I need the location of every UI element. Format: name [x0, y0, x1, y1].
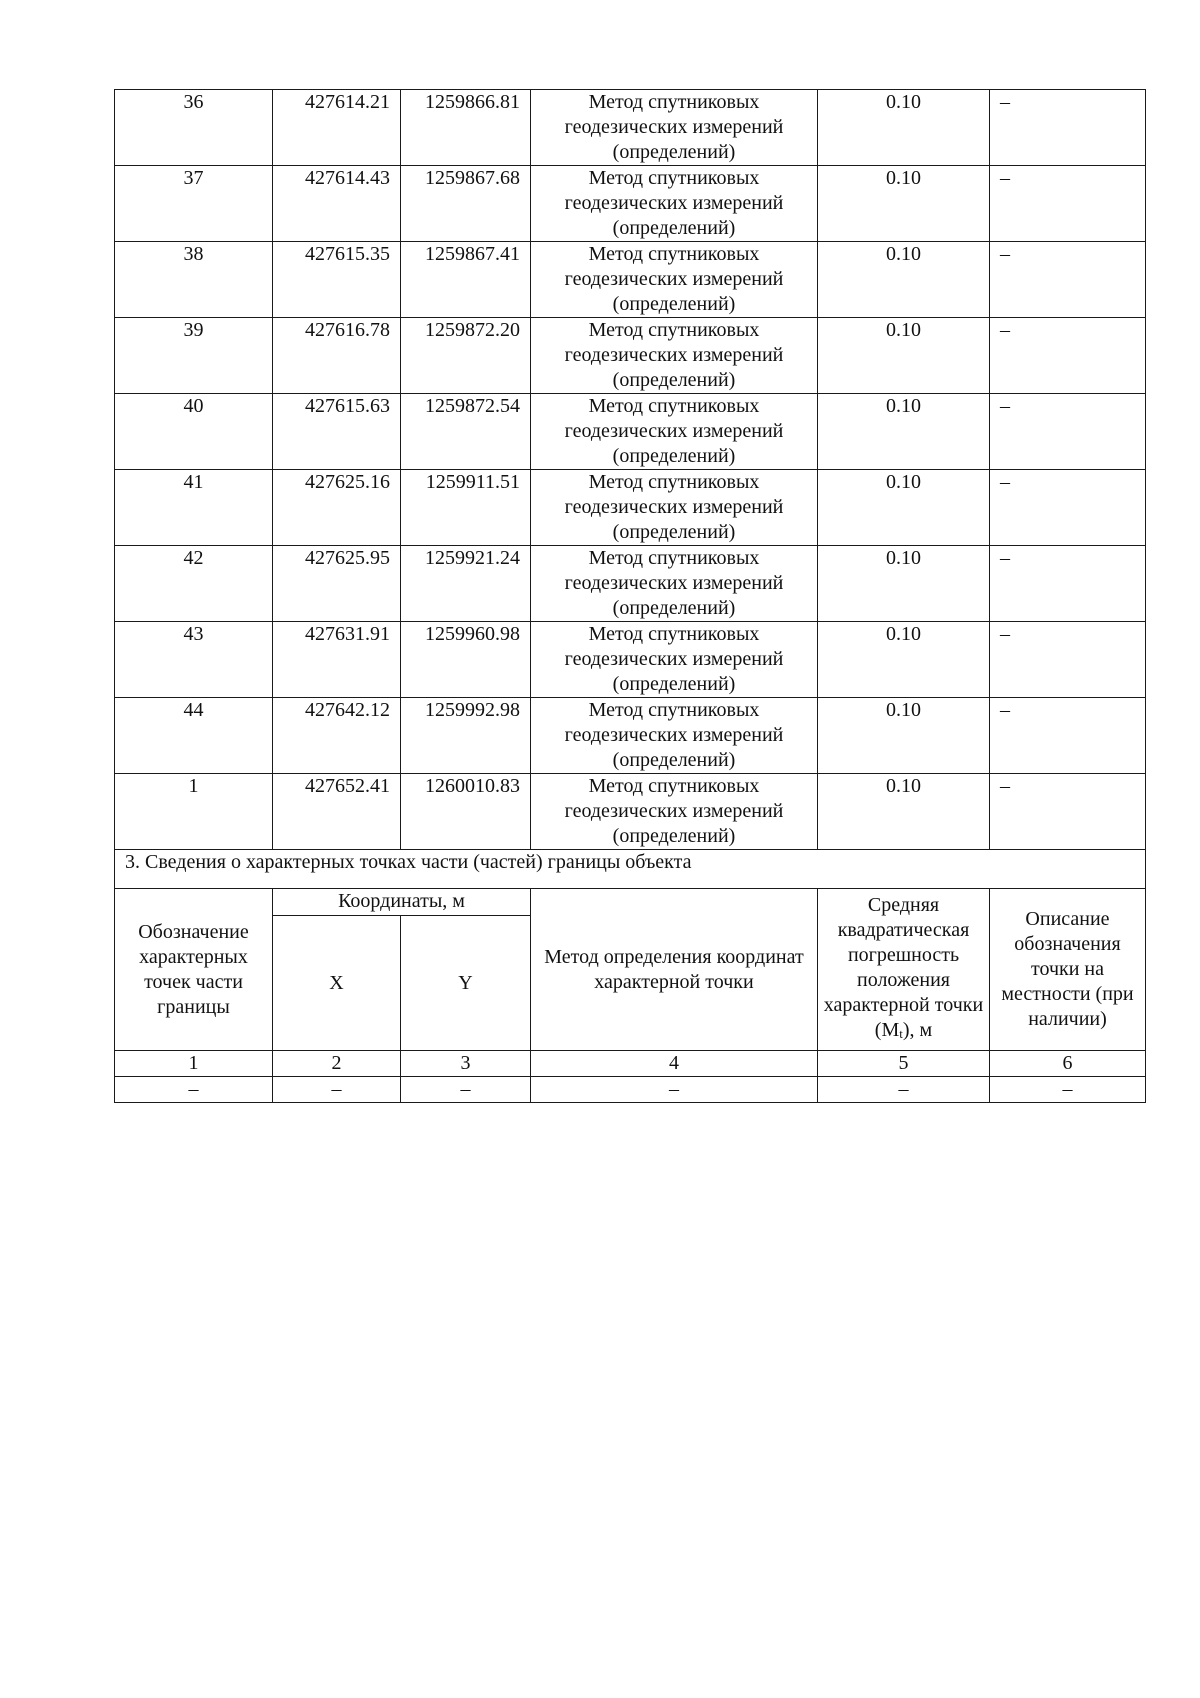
x-coordinate-cell: 427652.41 [273, 774, 401, 850]
point-cell: 42 [115, 546, 273, 622]
description-cell: – [990, 394, 1146, 470]
table-row [115, 698, 1146, 774]
method-cell: Метод спутниковых геодезических измерений (определений) [531, 774, 818, 850]
section3-body [115, 850, 1146, 1103]
table-row [115, 318, 1146, 394]
header-accuracy [818, 889, 990, 1051]
empty-cell: – [990, 1077, 1146, 1103]
accuracy-cell: 0.10 [818, 774, 990, 850]
point-cell: 39 [115, 318, 273, 394]
empty-cell: – [818, 1077, 990, 1103]
method-cell: Метод спутниковых геодезических измерений (определений) [531, 242, 818, 318]
method-cell: Метод спутниковых геодезических измерений (определений) [531, 546, 818, 622]
description-cell: – [990, 622, 1146, 698]
description-cell: – [990, 774, 1146, 850]
point-cell: 40 [115, 394, 273, 470]
header-point: Обозначение характерных точек части границы [115, 889, 273, 1051]
table-row [115, 90, 1146, 166]
accuracy-cell: 0.10 [818, 698, 990, 774]
y-coordinate-cell: 1259911.51 [401, 470, 531, 546]
x-coordinate-cell: 427616.78 [273, 318, 401, 394]
accuracy-cell: 0.10 [818, 470, 990, 546]
x-coordinate-cell: 427631.91 [273, 622, 401, 698]
description-cell: – [990, 470, 1146, 546]
y-coordinate-cell: 1259872.54 [401, 394, 531, 470]
y-coordinate-cell: 1259960.98 [401, 622, 531, 698]
point-cell: 41 [115, 470, 273, 546]
description-cell: – [990, 242, 1146, 318]
accuracy-cell: 0.10 [818, 242, 990, 318]
empty-cell: – [531, 1077, 818, 1103]
accuracy-cell: 0.10 [818, 546, 990, 622]
y-coordinate-cell: 1260010.83 [401, 774, 531, 850]
point-cell: 44 [115, 698, 273, 774]
method-cell: Метод спутниковых геодезических измерений (определений) [531, 622, 818, 698]
table-row [115, 546, 1146, 622]
x-coordinate-cell: 427615.35 [273, 242, 401, 318]
table-body [115, 90, 1146, 850]
x-coordinate-cell: 427642.12 [273, 698, 401, 774]
section3-title-row [115, 850, 1146, 889]
column-numbers-row [115, 1051, 1146, 1077]
header-description: Описание обозначения точки на местности (при наличии) [990, 889, 1146, 1051]
empty-data-row [115, 1077, 1146, 1103]
x-coordinate-cell: 427625.95 [273, 546, 401, 622]
boundary-points-table [114, 89, 1146, 1103]
column-number: 5 [818, 1051, 990, 1077]
point-cell: 1 [115, 774, 273, 850]
description-cell: – [990, 546, 1146, 622]
column-number: 2 [273, 1051, 401, 1077]
accuracy-cell: 0.10 [818, 166, 990, 242]
method-cell: Метод спутниковых геодезических измерений (определений) [531, 394, 818, 470]
description-cell: – [990, 318, 1146, 394]
table-row [115, 166, 1146, 242]
y-coordinate-cell: 1259992.98 [401, 698, 531, 774]
column-number: 3 [401, 1051, 531, 1077]
point-cell: 43 [115, 622, 273, 698]
accuracy-cell: 0.10 [818, 90, 990, 166]
description-cell: – [990, 698, 1146, 774]
point-cell: 36 [115, 90, 273, 166]
accuracy-cell: 0.10 [818, 394, 990, 470]
method-cell: Метод спутниковых геодезических измерений (определений) [531, 698, 818, 774]
description-cell: – [990, 90, 1146, 166]
empty-cell: – [115, 1077, 273, 1103]
x-coordinate-cell: 427614.43 [273, 166, 401, 242]
x-coordinate-cell: 427625.16 [273, 470, 401, 546]
y-coordinate-cell: 1259866.81 [401, 90, 531, 166]
section3-header-row [115, 889, 1146, 916]
point-cell: 37 [115, 166, 273, 242]
header-accuracy-tail: ), м [902, 1019, 933, 1041]
y-coordinate-cell: 1259872.20 [401, 318, 531, 394]
method-cell: Метод спутниковых геодезических измерений (определений) [531, 166, 818, 242]
empty-cell: – [273, 1077, 401, 1103]
header-y: Y [401, 916, 531, 1051]
empty-cell: – [401, 1077, 531, 1103]
method-cell: Метод спутниковых геодезических измерений (определений) [531, 318, 818, 394]
header-x: X [273, 916, 401, 1051]
table-row [115, 622, 1146, 698]
point-cell: 38 [115, 242, 273, 318]
y-coordinate-cell: 1259921.24 [401, 546, 531, 622]
column-number: 4 [531, 1051, 818, 1077]
x-coordinate-cell: 427615.63 [273, 394, 401, 470]
header-method: Метод определения координат характерной точки [531, 889, 818, 1051]
table-row [115, 242, 1146, 318]
accuracy-cell: 0.10 [818, 622, 990, 698]
header-accuracy-main: Средняя квадратическая погрешность положения характерной точки (M [823, 894, 984, 1041]
column-number: 6 [990, 1051, 1146, 1077]
accuracy-cell: 0.10 [818, 318, 990, 394]
method-cell: Метод спутниковых геодезических измерений (определений) [531, 90, 818, 166]
header-coordinates: Координаты, м [273, 889, 531, 916]
section3-title: 3. Сведения о характерных точках части (частей) границы объекта [115, 850, 1146, 889]
y-coordinate-cell: 1259867.41 [401, 242, 531, 318]
table-row [115, 394, 1146, 470]
x-coordinate-cell: 427614.21 [273, 90, 401, 166]
column-number: 1 [115, 1051, 273, 1077]
method-cell: Метод спутниковых геодезических измерений (определений) [531, 470, 818, 546]
description-cell: – [990, 166, 1146, 242]
table-row [115, 774, 1146, 850]
table-row [115, 470, 1146, 546]
y-coordinate-cell: 1259867.68 [401, 166, 531, 242]
header-accuracy-subscript: t [899, 1026, 903, 1041]
